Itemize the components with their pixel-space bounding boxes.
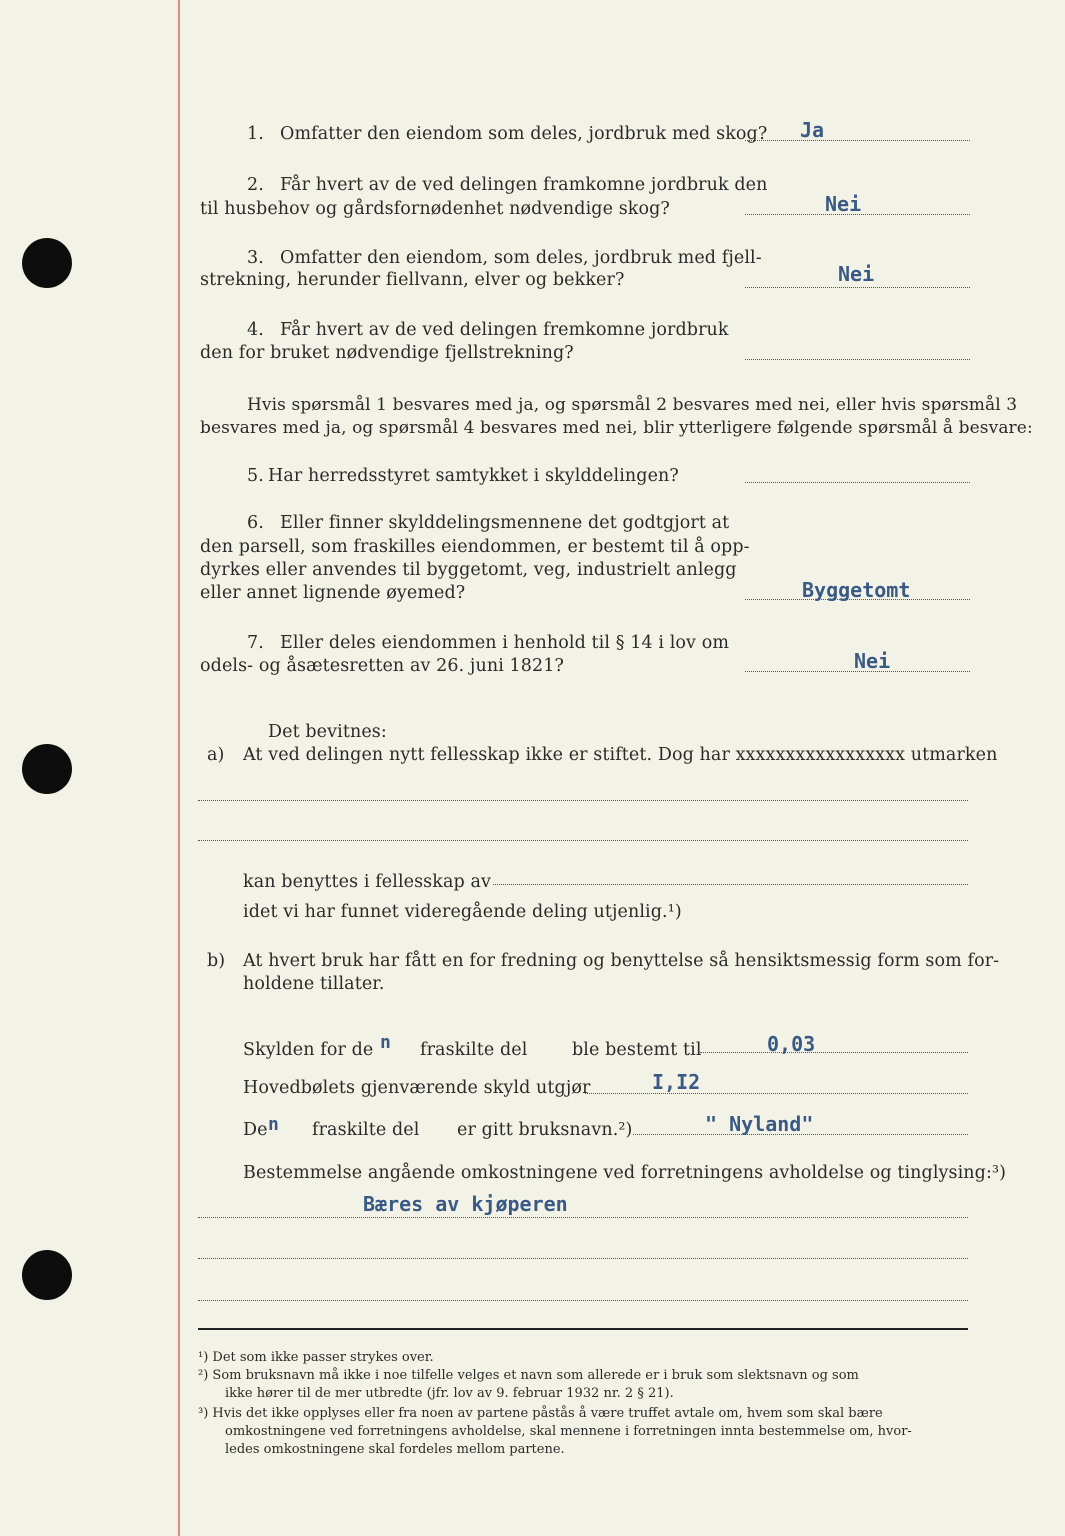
q7-number: 7. (247, 633, 264, 653)
footnote-rule (198, 1328, 968, 1330)
punch-hole-top (22, 238, 72, 288)
attest-a-label: a) (207, 745, 225, 765)
footnote-3-line1: ³) Hvis det ikke opplyses eller fra noen av partene påstås å være truffet avtale om, hvem som skal bære (198, 1406, 883, 1421)
skyld-label1: Skylden for de (243, 1040, 374, 1060)
punch-hole-middle (22, 744, 72, 794)
q3-line2: strekning, herunder fiellvann, elver og bekker? (200, 270, 625, 290)
q5-answer-line (745, 482, 970, 483)
q5-number: 5. (247, 466, 264, 486)
q1-number: 1. (247, 124, 264, 144)
red-margin-line (178, 0, 180, 1536)
q6-line2: den parsell, som fraskilles eiendommen, er bestemt til å opp- (200, 537, 750, 557)
skyld-label2: fraskilte del (420, 1040, 528, 1060)
bruksnavn-label2: fraskilte del (312, 1120, 420, 1140)
q3-answer: Nei (838, 262, 875, 286)
q2-line1: Får hvert av de ved delingen framkomne jordbruk den (280, 175, 768, 195)
q4-line1: Får hvert av de ved delingen fremkomne jordbruk (280, 320, 729, 340)
bruksnavn-label1-fill: n (268, 1114, 279, 1135)
q3-number: 3. (247, 248, 264, 268)
q6-number: 6. (247, 513, 264, 533)
skyld-value: 0,03 (767, 1032, 816, 1056)
omkost-value: Bæres av kjøperen (363, 1192, 568, 1216)
attest-a-text: At ved delingen nytt fellesskap ikke er stiftet. Dog har xxxxxxxxxxxxxxxxx utmarken (243, 745, 998, 765)
q3-answer-line (745, 287, 970, 288)
shared-line2: idet vi har funnet videregående deling utjenlig.¹) (243, 902, 682, 922)
condition-line2: besvares med ja, og spørsmål 4 besvares med nei, blir ytterligere følgende spørsmål å besvare: (200, 418, 1033, 438)
q3-line1: Omfatter den eiendom, som deles, jordbruk med fjell- (280, 248, 762, 268)
attest-b-label: b) (207, 951, 226, 971)
skyld-label3: ble bestemt til (572, 1040, 702, 1060)
q2-line2: til husbehov og gårdsfornødenhet nødvendige skog? (200, 199, 670, 219)
bruksnavn-label1: De (243, 1120, 268, 1140)
footnote-3-line2: omkostningene ved forretningens avholdelse, skal mennene i forretningen innta bestemmelse om, hvor- (225, 1424, 912, 1439)
footnote-2-line2: ikke hører til de mer utbredte (jfr. lov av 9. februar 1932 nr. 2 § 21). (225, 1386, 674, 1401)
punch-hole-bottom (22, 1250, 72, 1300)
q5-text: Har herredsstyret samtykket i skylddelingen? (268, 466, 679, 486)
shared-answer-line (493, 884, 968, 885)
q2-number: 2. (247, 175, 264, 195)
q1-text: Omfatter den eiendom som deles, jordbruk med skog? (280, 124, 768, 144)
bruksnavn-value: " Nyland" (705, 1112, 814, 1136)
q4-answer-line (745, 359, 970, 360)
footnote-2-line1: ²) Som bruksnavn må ikke i noe tilfelle velges et navn som allerede er i bruk som slektsnavn og som (198, 1368, 859, 1383)
attest-heading: Det bevitnes: (268, 722, 387, 742)
q4-line2: den for bruket nødvendige fjellstrekning? (200, 343, 574, 363)
q1-answer-line (745, 140, 970, 141)
footnote-3-line3: ledes omkostningene skal fordeles mellom partene. (225, 1442, 565, 1457)
q1-answer: Ja (800, 118, 825, 142)
omkost-line-1 (198, 1217, 968, 1218)
attest-b-line2: holdene tillater. (243, 974, 385, 994)
q6-line4: eller annet lignende øyemed? (200, 583, 466, 603)
skyld-value-line (700, 1052, 968, 1053)
q7-line2: odels- og åsætesretten av 26. juni 1821? (200, 656, 564, 676)
omkost-line-2 (198, 1258, 968, 1259)
q7-answer: Nei (854, 649, 891, 673)
q4-number: 4. (247, 320, 264, 340)
omkost-label: Bestemmelse angående omkostningene ved forretningens avholdelse og tinglysing:³) (243, 1163, 1006, 1183)
q6-line3: dyrkes eller anvendes til byggetomt, veg, industrielt anlegg (200, 560, 737, 580)
q7-line1: Eller deles eiendommen i henhold til § 14 i lov om (280, 633, 730, 653)
footnote-1: ¹) Det som ikke passer strykes over. (198, 1350, 434, 1365)
condition-line1: Hvis spørsmål 1 besvares med ja, og spørsmål 2 besvares med nei, eller hvis spørsmål 3 (247, 395, 1018, 415)
shared-label: kan benyttes i fellesskap av (243, 872, 491, 892)
q6-answer: Byggetomt (802, 578, 911, 602)
hoved-value-line (585, 1093, 968, 1094)
attest-blank-line-2 (198, 840, 968, 841)
attest-blank-line-1 (198, 800, 968, 801)
omkost-line-3 (198, 1300, 968, 1301)
bruksnavn-label3: er gitt bruksnavn.²) (457, 1120, 633, 1140)
q6-line1: Eller finner skylddelingsmennene det godtgjort at (280, 513, 730, 533)
skyld-label1-fill: n (380, 1032, 391, 1053)
attest-b-line1: At hvert bruk har fått en for fredning og benyttelse så hensiktsmessig form som for- (243, 951, 1000, 971)
q2-answer: Nei (825, 192, 862, 216)
hoved-value: I,I2 (652, 1070, 701, 1094)
hoved-label: Hovedbølets gjenværende skyld utgjør (243, 1078, 591, 1098)
